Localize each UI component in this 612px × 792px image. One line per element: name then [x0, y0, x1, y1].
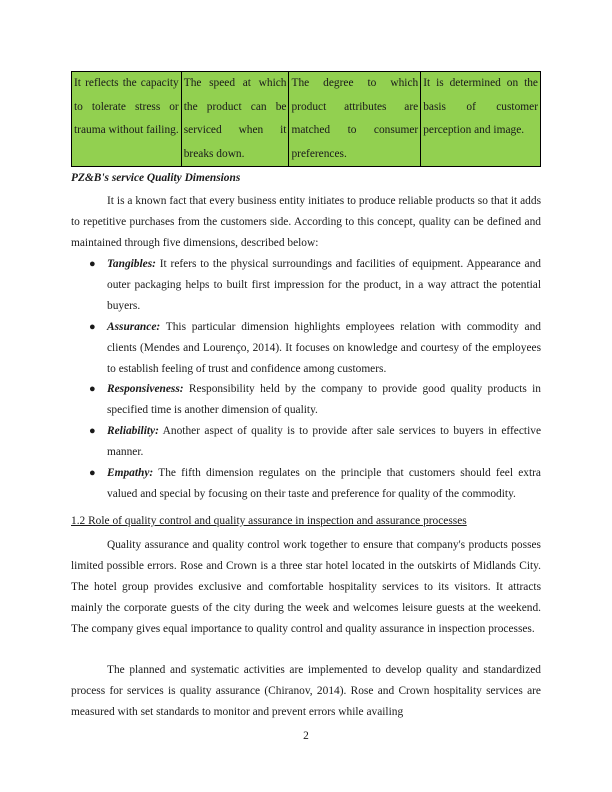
- table-row: [72, 72, 541, 167]
- bullet-text: It refers to the physical surroundings and facilities of equipment. Appearance and outer packaging helps to built first impression for the product, in a way attract the potential buyers.: [107, 258, 541, 312]
- section-heading: 1.2 Role of quality control and quality assurance in inspection and assurance processes: [71, 515, 467, 527]
- bullet-term: Empathy:: [107, 467, 154, 480]
- bullet-text: The fifth dimension regulates on the principle that customers should feel extra valued and special by focusing on their taste and preference for quality of the commodity.: [107, 467, 541, 500]
- list-item: [71, 254, 541, 317]
- bullet-term: Responsiveness:: [107, 383, 184, 396]
- bullet-term: Assurance:: [107, 320, 161, 333]
- body-paragraph-1: Quality assurance and quality control work together to ensure that company's products posses limited possible errors. Rose and Crown is a three star hotel located in the outskirts of Midlands City. The hotel group provides exclusive and comfortable hospitality services to its visitors. It attracts mainly the corporate guests of the city during the week and welcomes leisure guests at the weekend. The company gives equal importance to quality control and quality assurance in inspection processes.: [71, 539, 541, 635]
- list-item: [71, 317, 541, 380]
- table-cell-conformance: The degree to which product attributes are matched to consumer preferences.: [289, 72, 421, 167]
- bullet-icon: ●: [89, 467, 96, 480]
- bullet-term: Reliability:: [107, 425, 159, 438]
- intro-paragraph: It is a known fact that every business entity initiates to produce reliable products so that it adds to repetitive purchases from the customers side. According to this concept, quality can be defined and maintained through five dimensions, described below:: [71, 195, 541, 249]
- quality-dimensions-table: [71, 71, 541, 167]
- bullet-text: This particular dimension highlights employees relation with commodity and clients (Mendes and Lourenço, 2014). It focuses on knowledge and courtesy of the employees to establish feeling of trust and confidence among customers.: [107, 320, 541, 375]
- quality-dimensions-heading: PZ&B's service Quality Dimensions: [71, 172, 241, 184]
- bullet-icon: ●: [89, 425, 96, 438]
- bullet-icon: ●: [89, 258, 96, 270]
- bullet-term: Tangibles:: [107, 258, 156, 270]
- list-item: [71, 421, 541, 463]
- bullet-icon: ●: [89, 320, 96, 333]
- table-cell-reliability: It reflects the capacity to tolerate stress or trauma without failing.: [72, 72, 182, 167]
- page-number: 2: [303, 730, 309, 742]
- bullet-text: Responsibility held by the company to provide good quality products in specified time is another dimension of quality.: [107, 383, 541, 417]
- list-item: [71, 463, 541, 505]
- table-cell-serviceability: The speed at which the product can be serviced when it breaks down.: [181, 72, 289, 167]
- body-paragraph-2: The planned and systematic activities are implemented to develop quality and standardized process for services is quality assurance (Chiranov, 2014). Rose and Crown hospitality services are measured with set standards to monitor and prevent errors while availing: [71, 664, 541, 718]
- bullet-icon: ●: [89, 383, 96, 396]
- bullet-text: Another aspect of quality is to provide after sale services to buyers in effective manner.: [107, 425, 541, 459]
- list-item: [71, 379, 541, 421]
- table-cell-perceived-quality: It is determined on the basis of customer perception and image.: [421, 72, 541, 167]
- dimension-bullet-list: [71, 254, 541, 505]
